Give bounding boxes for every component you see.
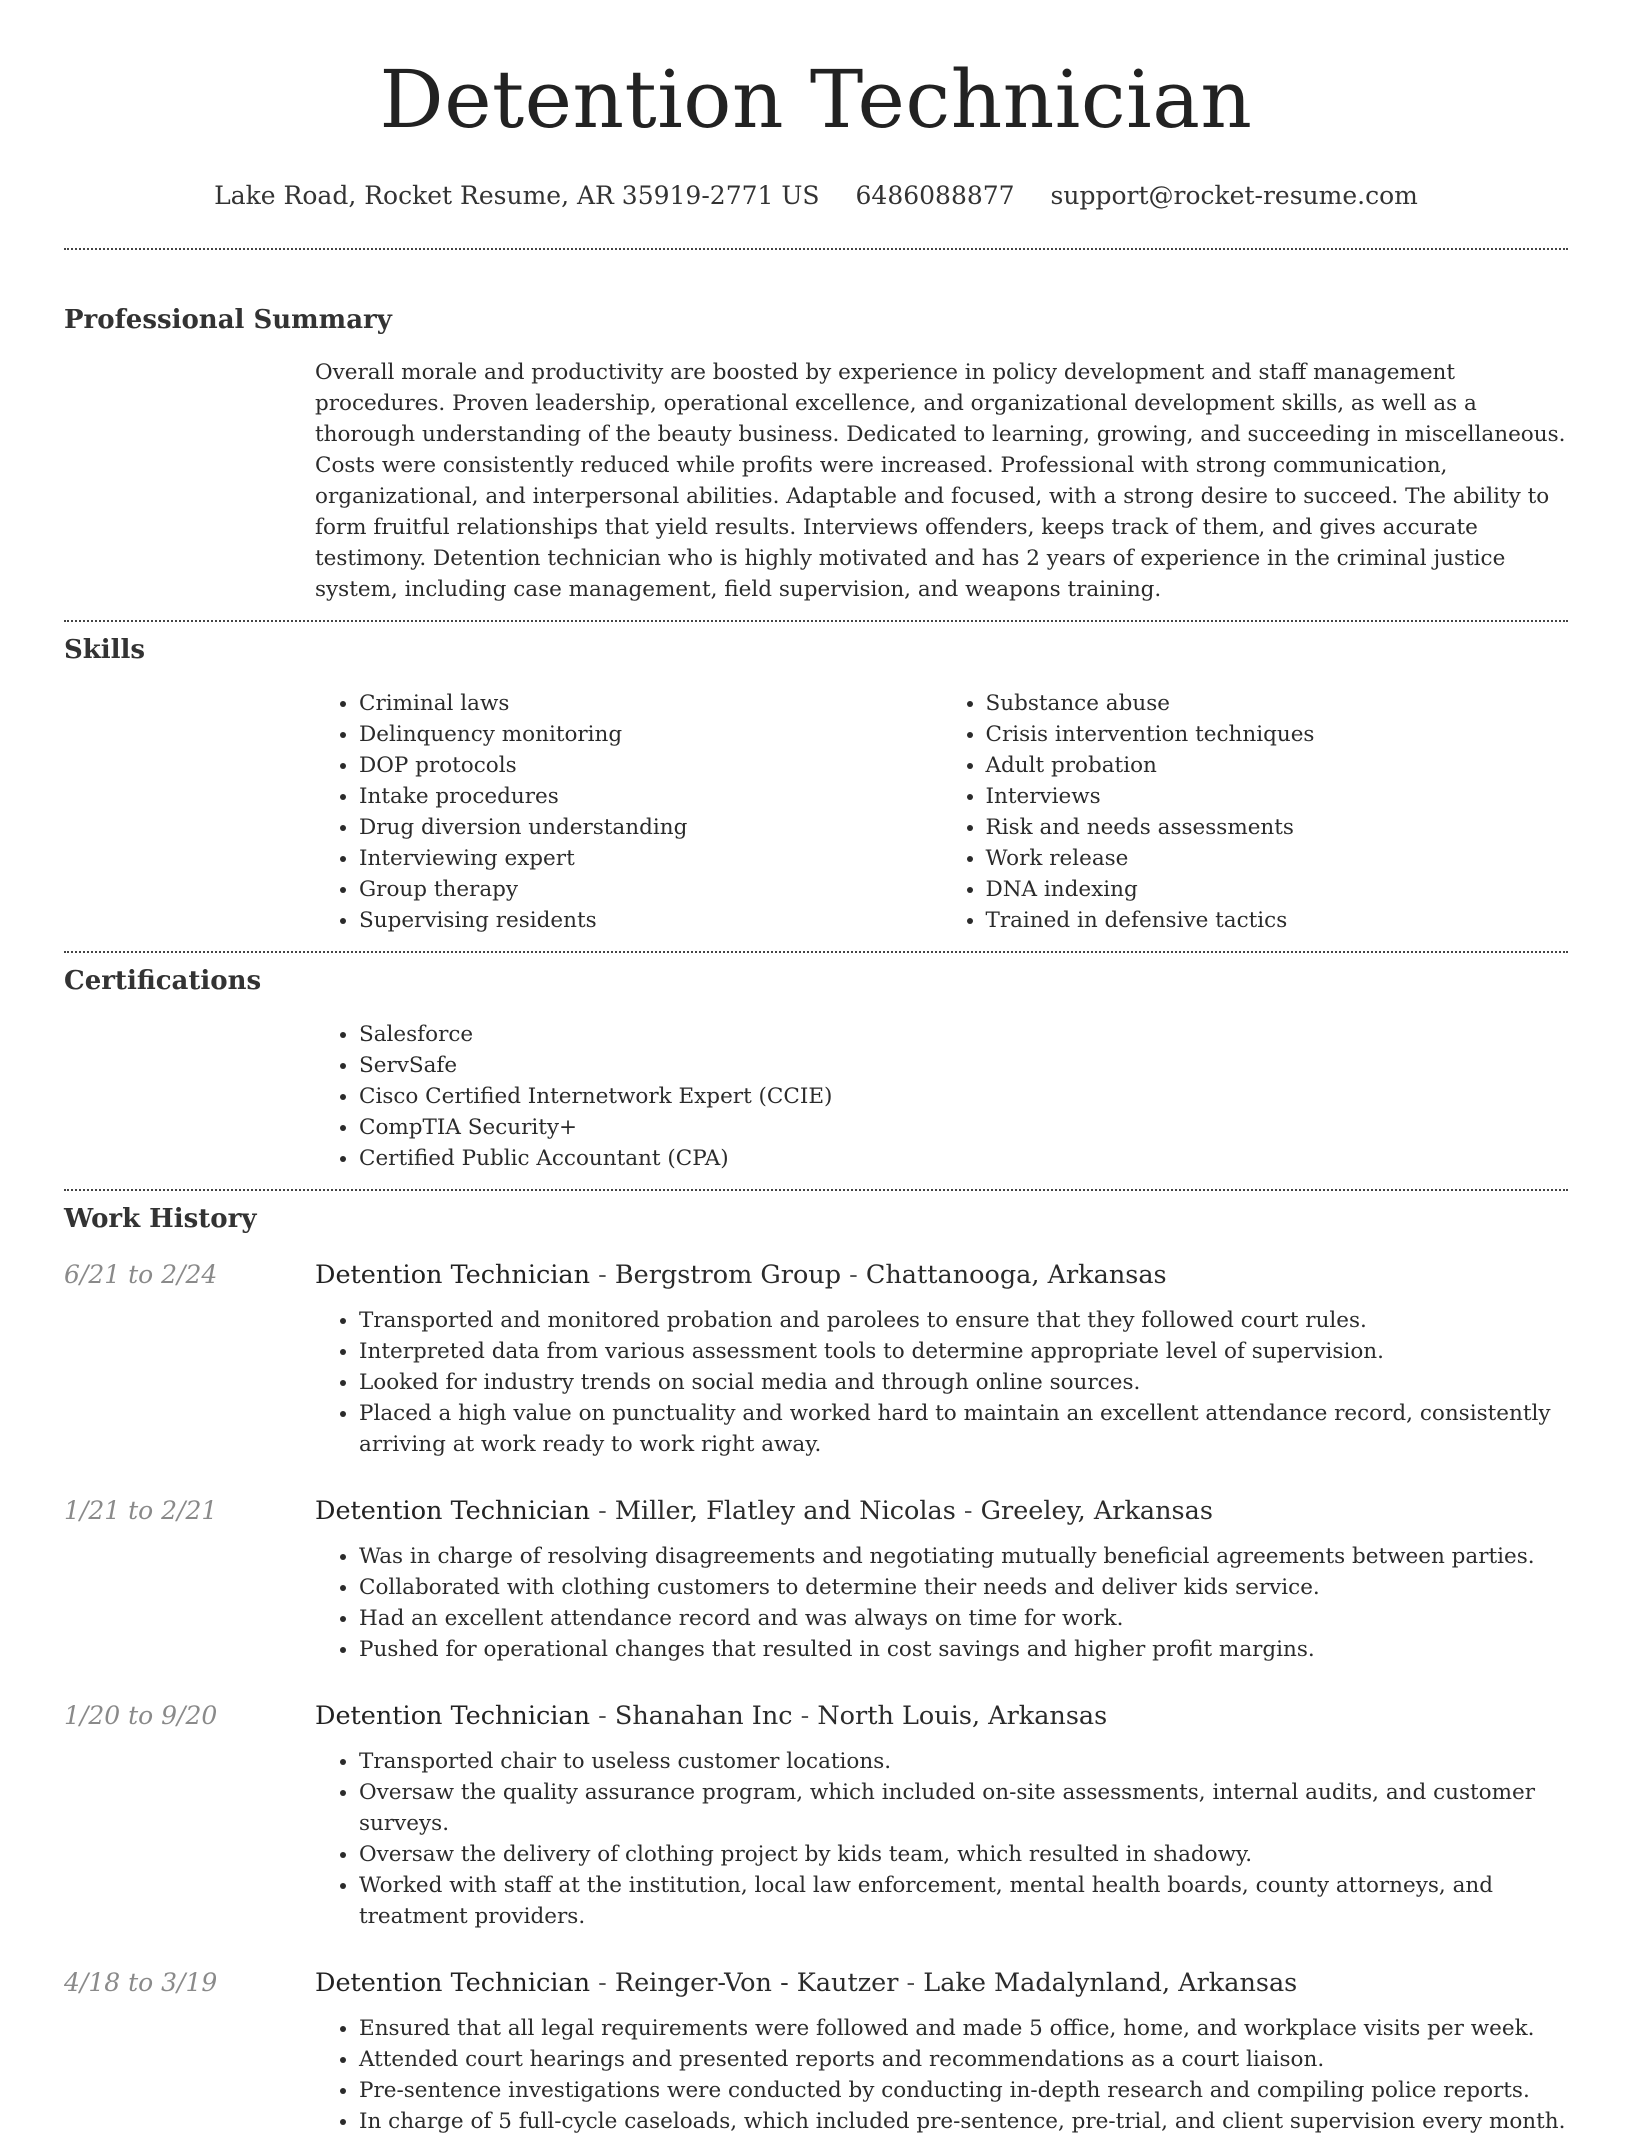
skill-item: • Drug diversion understanding (359, 812, 942, 843)
job-entry (64, 1966, 1568, 2137)
job-bullets (315, 1305, 1568, 1460)
resume-header (64, 0, 1568, 212)
jobs-container (64, 1258, 1568, 2137)
certification-item: • Cisco Certified Internetwork Expert (CCIE) (359, 1081, 1568, 1112)
summary-text: Overall morale and productivity are boosted by experience in policy development and staff management procedures. Proven leadership, operational excellence, and organizational development skills, as well as a thorough understanding of the beauty business. Dedicated to learning, growing, and succeeding in miscellaneous. Costs were consistently reduced while profits were increased. Professional with strong communication, organizational, and interpersonal abilities. Adaptable and focused, with a strong desire to succeed. The ability to form fruitful relationships that yield results. Interviews offenders, keeps track of them, and gives accurate testimony. Detention technician who is highly motivated and has 2 years of experience in the criminal justice system, including case management, field supervision, and weapons training. (315, 360, 1566, 602)
job-title-separator: - (955, 1496, 981, 1526)
job-bullet: • Oversaw the quality assurance program, which included on-site assessments, internal audits, and customer surveys. (359, 1777, 1568, 1839)
resume-page (64, 0, 1568, 2137)
job-dates: 6/21 to 2/24 (64, 1260, 218, 1289)
skill-item: • Trained in defensive tactics (986, 905, 1569, 936)
job-dates: 4/18 to 3/19 (64, 1968, 218, 1997)
work-history-section (64, 1191, 1568, 2137)
job-role: Detention Technician (315, 1701, 591, 1731)
skills-list-left (315, 688, 942, 936)
job-dates: 1/20 to 9/20 (64, 1701, 218, 1730)
certifications-body (315, 1019, 1568, 1174)
summary-heading: Professional Summary (64, 305, 392, 335)
job-company: Reinger-Von - Kautzer (614, 1968, 899, 1998)
job-bullet: • Collaborated with clothing customers to determine their needs and deliver kids service. (359, 1572, 1568, 1603)
skill-item: • Crisis intervention techniques (986, 719, 1569, 750)
contact-email: support@rocket-resume.com (1050, 181, 1418, 210)
certifications-section (64, 953, 1568, 1174)
certification-item: • Certified Public Accountant (CPA) (359, 1143, 1568, 1174)
job-dates: 1/21 to 2/21 (64, 1496, 218, 1525)
skill-item: • Delinquency monitoring (359, 719, 942, 750)
skill-item: • Supervising residents (359, 905, 942, 936)
contact-line (64, 180, 1568, 212)
job-bullets (315, 2013, 1568, 2137)
job-title-separator: - (590, 1496, 615, 1526)
job-location: Lake Madalynland, Arkansas (923, 1968, 1298, 1998)
contact-phone: 6486088877 (855, 181, 1015, 210)
job-title (315, 1494, 1568, 1528)
job-title-separator: - (590, 1701, 615, 1731)
skill-item: • Interviewing expert (359, 843, 942, 874)
job-bullet: • Had an excellent attendance record and was always on time for work. (359, 1603, 1568, 1634)
certification-item: • ServSafe (359, 1050, 1568, 1081)
skill-item: • Work release (986, 843, 1569, 874)
skills-list-right (942, 688, 1569, 936)
job-title-separator: - (841, 1260, 866, 1290)
job-bullet: • Attended court hearings and presented reports and recommendations as a court liaison. (359, 2044, 1568, 2075)
contact-address: Lake Road, Rocket Resume, AR 35919-2771 US (214, 181, 820, 210)
job-company: Miller, Flatley and Nicolas (614, 1496, 956, 1526)
job-company: Bergstrom Group (614, 1260, 842, 1290)
job-title-separator: - (590, 1968, 615, 1998)
job-bullet: • Transported chair to useless customer locations. (359, 1746, 1568, 1777)
skill-item: • Intake procedures (359, 781, 942, 812)
certification-item: • CompTIA Security+ (359, 1112, 1568, 1143)
job-role: Detention Technician (315, 1496, 591, 1526)
job-entry (64, 1494, 1568, 1665)
job-company: Shanahan Inc (614, 1701, 793, 1731)
job-title (315, 1258, 1568, 1292)
job-bullet: • Worked with staff at the institution, local law enforcement, mental health boards, county attorneys, and treatment providers. (359, 1870, 1568, 1932)
work-history-heading: Work History (64, 1204, 257, 1234)
job-title-separator: - (898, 1968, 924, 1998)
job-location: Chattanooga, Arkansas (865, 1260, 1167, 1290)
candidate-name: Detention Technician (379, 53, 1253, 146)
summary-body (315, 357, 1568, 605)
job-entry (64, 1699, 1568, 1932)
skills-section (64, 622, 1568, 936)
skills-heading: Skills (64, 635, 146, 665)
skill-item: • Interviews (986, 781, 1569, 812)
skill-item: • DOP protocols (359, 750, 942, 781)
skill-item: • DNA indexing (986, 874, 1569, 905)
job-bullet: • Oversaw the delivery of clothing project by kids team, which resulted in shadowy. (359, 1839, 1568, 1870)
job-title (315, 1966, 1568, 2000)
skills-grid (315, 688, 1568, 936)
skill-item: • Adult probation (986, 750, 1569, 781)
job-bullet: • Looked for industry trends on social media and through online sources. (359, 1367, 1568, 1398)
job-title-separator: - (792, 1701, 818, 1731)
skill-item: • Group therapy (359, 874, 942, 905)
job-bullet: • Interpreted data from various assessment tools to determine appropriate level of supervision. (359, 1336, 1568, 1367)
certification-item: • Salesforce (359, 1019, 1568, 1050)
job-bullet: • Transported and monitored probation and parolees to ensure that they followed court rules. (359, 1305, 1568, 1336)
job-role: Detention Technician (315, 1260, 591, 1290)
job-bullet: • Placed a high value on punctuality and worked hard to maintain an excellent attendance record, consistently arriving at work ready to work right away. (359, 1398, 1568, 1460)
job-bullet: • Was in charge of resolving disagreements and negotiating mutually beneficial agreements between parties. (359, 1541, 1568, 1572)
job-title (315, 1699, 1568, 1733)
job-bullet: • Ensured that all legal requirements were followed and made 5 office, home, and workplace visits per week. (359, 2013, 1568, 2044)
skill-item: • Risk and needs assessments (986, 812, 1569, 843)
job-bullet: • Pre-sentence investigations were conducted by conducting in-depth research and compiling police reports. (359, 2075, 1568, 2106)
job-bullet: • Pushed for operational changes that resulted in cost savings and higher profit margins. (359, 1634, 1568, 1665)
job-bullet: • In charge of 5 full-cycle caseloads, which included pre-sentence, pre-trial, and client supervision every month. (359, 2106, 1568, 2137)
skill-item: • Criminal laws (359, 688, 942, 719)
job-location: Greeley, Arkansas (980, 1496, 1213, 1526)
job-bullets (315, 1541, 1568, 1665)
certifications-list (315, 1019, 1568, 1174)
job-title-separator: - (590, 1260, 615, 1290)
certifications-heading: Certifications (64, 966, 262, 996)
job-role: Detention Technician (315, 1968, 591, 1998)
skills-body (315, 688, 1568, 936)
summary-section (64, 250, 1568, 605)
skill-item: • Substance abuse (986, 688, 1569, 719)
job-bullets (315, 1746, 1568, 1932)
job-location: North Louis, Arkansas (817, 1701, 1108, 1731)
job-entry (64, 1258, 1568, 1460)
